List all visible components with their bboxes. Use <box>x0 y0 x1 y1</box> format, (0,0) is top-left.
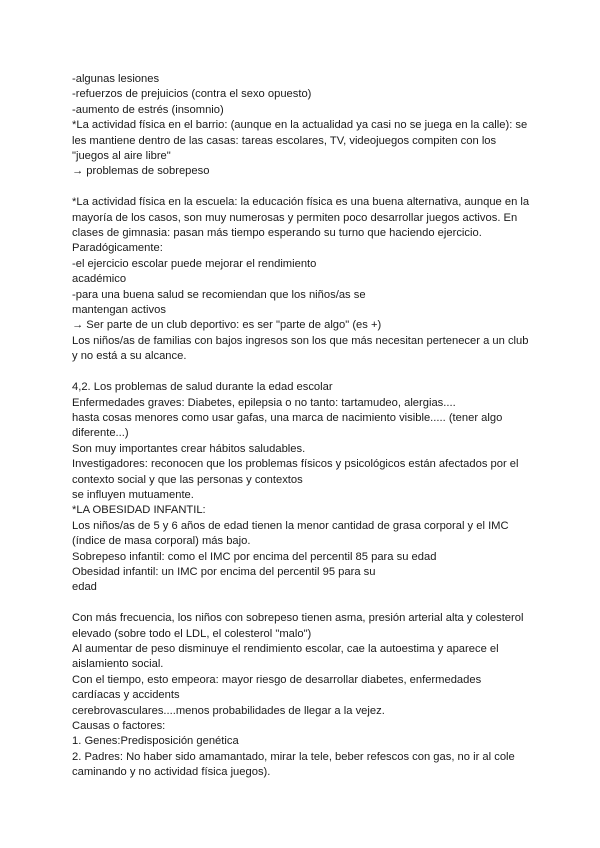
text-line: se influyen mutuamente. <box>72 488 194 501</box>
text-line: *La actividad física en el barrio: (aunque en la actualidad ya casi no se juega en la calle): se <box>72 119 528 132</box>
text-line: -refuerzos de prejuicios (contra el sexo opuesto) <box>72 88 312 101</box>
text-line: 4,2. Los problemas de salud durante la edad escolar <box>72 381 333 394</box>
text-line: Investigadores: reconocen que los problemas físicos y psicológicos están afectados por el <box>72 458 519 471</box>
text-line: cardíacas y accidents <box>72 689 180 702</box>
text-line: académico <box>72 273 127 286</box>
text-line: -algunas lesiones <box>72 73 160 85</box>
paragraph-gap <box>72 180 542 195</box>
text-line: 1. Genes:Predisposición genética <box>72 735 239 748</box>
text-line: mantengan activos <box>72 304 166 317</box>
text-line: 2. Padres: No haber sido amamantado, mirar la tele, beber refescos con gas, no ir al cole <box>72 750 515 763</box>
text-line: Al aumentar de peso disminuye el rendimiento escolar, cae la autoestima y aparece el <box>72 642 499 655</box>
text-line: Sobrepeso infantil: como el IMC por encima del percentil 85 para su edad <box>72 550 437 563</box>
text-line: -para una buena salud se recomiendan que los niños/as se <box>72 288 366 301</box>
text-line: Causas o factores: <box>72 720 166 733</box>
text-line: les mantiene dentro de las casas: tareas escolares, TV, videojuegos compiten con los <box>72 134 497 147</box>
text-line: Son muy importantes crear hábitos saludables. <box>72 442 306 455</box>
text-line: (índice de masa corporal) más bajo. <box>72 535 251 548</box>
text-line: -aumento de estrés (insomnio) <box>72 103 224 116</box>
text-line: contexto social y que las personas y contextos <box>72 473 303 486</box>
paragraph-gap <box>72 365 542 380</box>
text-line: -el ejercicio escolar puede mejorar el rendimiento <box>72 257 317 270</box>
text-line: *La actividad física en la escuela: la educación física es una buena alternativa, aunque en la <box>72 196 530 209</box>
text-line: Obesidad infantil: un IMC por encima del percentil 95 para su <box>72 565 376 578</box>
text-line: cerebrovasculares....menos probabilidades de llegar a la vejez. <box>72 704 385 717</box>
text-line: Enfermedades graves: Diabetes, epilepsia o no tanto: tartamudeo, alergias.... <box>72 396 456 409</box>
paragraph-gap <box>72 596 542 611</box>
text-line: hasta cosas menores como usar gafas, una marca de nacimiento visible..... (tener algo <box>72 411 503 424</box>
text-line: *LA OBESIDAD INFANTIL: <box>72 504 206 517</box>
text-line: Los niños/as de familias con bajos ingresos son los que más necesitan pertenecer a un club <box>72 334 529 347</box>
text-line: Con más frecuencia, los niños con sobrepeso tienen asma, presión arterial alta y colesterol <box>72 612 524 625</box>
text-line: "juegos al aire libre" <box>72 150 171 163</box>
text-line: mayoría de los casos, son muy numerosas y permiten poco desarrollar juegos activos. En <box>72 211 518 224</box>
text-line: Los niños/as de 5 y 6 años de edad tienen la menor cantidad de grasa corporal y el IMC <box>72 519 509 532</box>
text-line: elevado (sobre todo el LDL, el colesterol "malo") <box>72 627 312 640</box>
text-line: aislamiento social. <box>72 658 164 671</box>
document-page <box>72 72 542 781</box>
text-line: caminando y no actividad física juegos). <box>72 766 271 779</box>
text-line: y no está a su alcance. <box>72 350 187 363</box>
text-line: Paradógicamente: <box>72 242 163 255</box>
text-line: clases de gimnasia: pasan más tiempo esperando su turno que haciendo ejercicio. <box>72 227 482 240</box>
text-line: → problemas de sobrepeso <box>72 165 210 178</box>
text-line: diferente...) <box>72 427 129 440</box>
text-line: edad <box>72 581 97 594</box>
text-line: Con el tiempo, esto empeora: mayor riesgo de desarrollar diabetes, enfermedades <box>72 673 482 686</box>
text-line: → Ser parte de un club deportivo: es ser "parte de algo" (es +) <box>72 319 382 332</box>
